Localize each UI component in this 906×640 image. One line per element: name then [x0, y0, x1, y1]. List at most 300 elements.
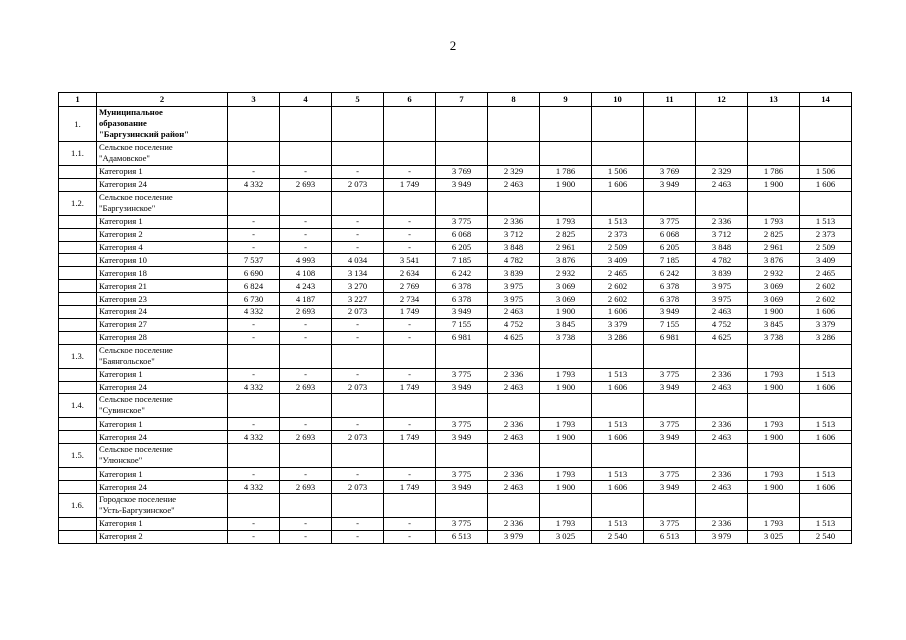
- value-cell: 2 373: [800, 228, 852, 241]
- value-cell: 3 069: [540, 293, 592, 306]
- table-header-row: [59, 93, 852, 107]
- empty-cell: [488, 444, 540, 468]
- empty-cell: [592, 394, 644, 418]
- category-name: Категория 4: [97, 241, 228, 254]
- value-cell: 3 769: [644, 166, 696, 179]
- value-cell: 2 463: [488, 178, 540, 191]
- value-cell: 1 606: [800, 178, 852, 191]
- empty-cell: [488, 107, 540, 142]
- value-cell: 3 949: [436, 381, 488, 394]
- value-cell: 1 606: [800, 306, 852, 319]
- empty-cell: [540, 142, 592, 166]
- value-cell: 3 775: [436, 518, 488, 531]
- value-cell: 2 463: [696, 306, 748, 319]
- value-cell: [59, 530, 97, 543]
- value-cell: 3 949: [436, 481, 488, 494]
- value-cell: -: [332, 215, 384, 228]
- value-cell: 1 506: [592, 166, 644, 179]
- value-cell: 2 463: [696, 178, 748, 191]
- category-name: Категория 28: [97, 331, 228, 344]
- empty-cell: [332, 494, 384, 518]
- empty-cell: [332, 107, 384, 142]
- empty-cell: [228, 107, 280, 142]
- value-cell: 2 602: [800, 280, 852, 293]
- category-name: Категория 1: [97, 418, 228, 431]
- value-cell: 2 073: [332, 306, 384, 319]
- value-cell: 3 712: [488, 228, 540, 241]
- value-cell: 4 782: [488, 254, 540, 267]
- empty-cell: [332, 191, 384, 215]
- value-cell: [59, 241, 97, 254]
- value-cell: 3 975: [488, 293, 540, 306]
- empty-cell: [384, 444, 436, 468]
- value-cell: 3 409: [592, 254, 644, 267]
- empty-cell: [488, 142, 540, 166]
- header-cell: 3: [228, 93, 280, 107]
- value-cell: 2 073: [332, 178, 384, 191]
- value-cell: [59, 215, 97, 228]
- table-row: [59, 254, 852, 267]
- section-number: 1.2.: [59, 191, 97, 215]
- empty-cell: [280, 444, 332, 468]
- value-cell: 1 513: [800, 518, 852, 531]
- value-cell: 1 749: [384, 306, 436, 319]
- value-cell: 3 949: [644, 306, 696, 319]
- empty-cell: [228, 142, 280, 166]
- empty-cell: [280, 394, 332, 418]
- value-cell: 3 069: [748, 293, 800, 306]
- value-cell: 6 824: [228, 280, 280, 293]
- value-cell: [59, 254, 97, 267]
- section-number: 1.5.: [59, 444, 97, 468]
- value-cell: 2 463: [696, 481, 748, 494]
- value-cell: 2 463: [488, 481, 540, 494]
- value-cell: 3 775: [436, 368, 488, 381]
- value-cell: 1 793: [540, 368, 592, 381]
- empty-cell: [800, 494, 852, 518]
- value-cell: 3 286: [800, 331, 852, 344]
- value-cell: 1 606: [592, 381, 644, 394]
- empty-cell: [540, 444, 592, 468]
- value-cell: 3 775: [436, 215, 488, 228]
- value-cell: 3 845: [748, 318, 800, 331]
- value-cell: 4 332: [228, 481, 280, 494]
- category-name: Категория 24: [97, 306, 228, 319]
- section-name: [97, 107, 228, 142]
- section-row: [59, 142, 852, 166]
- header-cell: 1: [59, 93, 97, 107]
- value-cell: -: [280, 241, 332, 254]
- value-cell: 1 900: [748, 306, 800, 319]
- value-cell: 1 900: [540, 381, 592, 394]
- value-cell: 3 409: [800, 254, 852, 267]
- value-cell: -: [384, 215, 436, 228]
- value-cell: 1 513: [592, 518, 644, 531]
- value-cell: 6 378: [436, 280, 488, 293]
- value-cell: 2 463: [488, 381, 540, 394]
- value-cell: 2 825: [540, 228, 592, 241]
- value-cell: 3 975: [488, 280, 540, 293]
- value-cell: [59, 267, 97, 280]
- empty-cell: [540, 394, 592, 418]
- value-cell: [59, 228, 97, 241]
- empty-cell: [228, 344, 280, 368]
- value-cell: 2 463: [696, 431, 748, 444]
- value-cell: -: [332, 368, 384, 381]
- empty-cell: [228, 444, 280, 468]
- value-cell: 1 606: [592, 481, 644, 494]
- value-cell: 7 185: [436, 254, 488, 267]
- value-cell: 1 900: [748, 431, 800, 444]
- value-cell: 6 205: [644, 241, 696, 254]
- value-cell: 3 379: [592, 318, 644, 331]
- value-cell: 2 336: [696, 418, 748, 431]
- category-name: Категория 1: [97, 468, 228, 481]
- value-cell: 1 606: [800, 381, 852, 394]
- value-cell: 4 752: [488, 318, 540, 331]
- empty-cell: [644, 344, 696, 368]
- category-name: Категория 21: [97, 280, 228, 293]
- value-cell: 2 336: [488, 418, 540, 431]
- value-cell: 2 073: [332, 431, 384, 444]
- table-row: [59, 241, 852, 254]
- table-row: [59, 178, 852, 191]
- value-cell: 6 068: [436, 228, 488, 241]
- value-cell: -: [228, 518, 280, 531]
- category-name: Категория 1: [97, 518, 228, 531]
- empty-cell: [540, 344, 592, 368]
- value-cell: [59, 381, 97, 394]
- value-cell: -: [384, 368, 436, 381]
- value-cell: 3 848: [696, 241, 748, 254]
- section-name: [97, 191, 228, 215]
- value-cell: 1 793: [540, 468, 592, 481]
- empty-cell: [800, 191, 852, 215]
- empty-cell: [644, 394, 696, 418]
- value-cell: [59, 293, 97, 306]
- value-cell: -: [384, 518, 436, 531]
- empty-cell: [228, 494, 280, 518]
- empty-cell: [436, 494, 488, 518]
- section-name-line: "Адамовское": [99, 153, 150, 163]
- header-cell: 13: [748, 93, 800, 107]
- value-cell: [59, 318, 97, 331]
- empty-cell: [644, 444, 696, 468]
- value-cell: 4 332: [228, 178, 280, 191]
- section-row: [59, 444, 852, 468]
- table-row: [59, 318, 852, 331]
- empty-cell: [696, 494, 748, 518]
- page-number: 2: [449, 38, 457, 53]
- empty-cell: [644, 494, 696, 518]
- value-cell: 2 693: [280, 381, 332, 394]
- value-cell: -: [332, 331, 384, 344]
- value-cell: -: [280, 368, 332, 381]
- value-cell: 6 242: [436, 267, 488, 280]
- category-name: Категория 1: [97, 368, 228, 381]
- value-cell: 1 749: [384, 431, 436, 444]
- empty-cell: [592, 494, 644, 518]
- value-cell: 1 793: [540, 518, 592, 531]
- empty-cell: [696, 142, 748, 166]
- value-cell: [59, 418, 97, 431]
- category-name: Категория 18: [97, 267, 228, 280]
- value-cell: 6 205: [436, 241, 488, 254]
- value-cell: [59, 431, 97, 444]
- section-number: 1.4.: [59, 394, 97, 418]
- value-cell: 1 749: [384, 481, 436, 494]
- value-cell: 3 839: [696, 267, 748, 280]
- value-cell: 3 775: [644, 215, 696, 228]
- empty-cell: [696, 444, 748, 468]
- value-cell: 3 876: [540, 254, 592, 267]
- empty-cell: [748, 142, 800, 166]
- value-cell: 3 845: [540, 318, 592, 331]
- value-cell: [59, 481, 97, 494]
- value-cell: 1 786: [748, 166, 800, 179]
- value-cell: 1 513: [592, 368, 644, 381]
- value-cell: 2 465: [800, 267, 852, 280]
- value-cell: 3 949: [644, 431, 696, 444]
- value-cell: 4 625: [696, 331, 748, 344]
- value-cell: -: [332, 530, 384, 543]
- value-cell: 7 537: [228, 254, 280, 267]
- empty-cell: [332, 444, 384, 468]
- header-cell: 9: [540, 93, 592, 107]
- value-cell: 2 602: [800, 293, 852, 306]
- empty-cell: [488, 394, 540, 418]
- value-cell: -: [228, 368, 280, 381]
- empty-cell: [280, 344, 332, 368]
- value-cell: 1 506: [800, 166, 852, 179]
- empty-cell: [384, 191, 436, 215]
- value-cell: -: [384, 241, 436, 254]
- empty-cell: [540, 191, 592, 215]
- value-cell: 3 069: [540, 280, 592, 293]
- section-name-line: Сельское поселение: [99, 142, 173, 152]
- value-cell: 1 900: [540, 178, 592, 191]
- value-cell: 1 793: [748, 215, 800, 228]
- section-row: [59, 494, 852, 518]
- value-cell: 3 286: [592, 331, 644, 344]
- value-cell: 1 606: [800, 431, 852, 444]
- value-cell: 3 025: [748, 530, 800, 543]
- value-cell: 6 242: [644, 267, 696, 280]
- category-name: Категория 2: [97, 530, 228, 543]
- value-cell: -: [332, 241, 384, 254]
- section-name: [97, 344, 228, 368]
- value-cell: 2 336: [696, 215, 748, 228]
- table-row: [59, 267, 852, 280]
- value-cell: 3 979: [488, 530, 540, 543]
- empty-cell: [592, 191, 644, 215]
- value-cell: 1 606: [592, 431, 644, 444]
- value-cell: -: [280, 228, 332, 241]
- empty-cell: [384, 494, 436, 518]
- value-cell: 1 749: [384, 381, 436, 394]
- header-cell: 10: [592, 93, 644, 107]
- empty-cell: [384, 344, 436, 368]
- table-row: [59, 166, 852, 179]
- value-cell: 3 069: [748, 280, 800, 293]
- empty-cell: [488, 191, 540, 215]
- empty-cell: [696, 191, 748, 215]
- value-cell: 1 513: [800, 368, 852, 381]
- value-cell: 3 848: [488, 241, 540, 254]
- value-cell: 2 509: [800, 241, 852, 254]
- section-name: [97, 494, 228, 518]
- value-cell: 2 961: [748, 241, 800, 254]
- table-row: [59, 518, 852, 531]
- value-cell: 3 738: [540, 331, 592, 344]
- value-cell: 2 602: [592, 280, 644, 293]
- empty-cell: [800, 142, 852, 166]
- value-cell: 3 975: [696, 293, 748, 306]
- section-name-line: образование: [99, 118, 147, 128]
- section-row: [59, 191, 852, 215]
- value-cell: -: [228, 331, 280, 344]
- empty-cell: [644, 191, 696, 215]
- value-cell: 3 025: [540, 530, 592, 543]
- value-cell: -: [228, 468, 280, 481]
- value-cell: 2 336: [488, 368, 540, 381]
- value-cell: 3 775: [436, 418, 488, 431]
- value-cell: 3 738: [748, 331, 800, 344]
- empty-cell: [384, 394, 436, 418]
- empty-cell: [436, 344, 488, 368]
- empty-cell: [280, 107, 332, 142]
- value-cell: 4 243: [280, 280, 332, 293]
- value-cell: -: [228, 228, 280, 241]
- value-cell: -: [384, 228, 436, 241]
- value-cell: 1 793: [748, 518, 800, 531]
- value-cell: 4 187: [280, 293, 332, 306]
- value-cell: 3 775: [644, 468, 696, 481]
- value-cell: 6 513: [644, 530, 696, 543]
- empty-cell: [332, 142, 384, 166]
- empty-cell: [436, 444, 488, 468]
- value-cell: 7 155: [436, 318, 488, 331]
- empty-cell: [592, 344, 644, 368]
- section-name-line: "Сувинское": [99, 405, 145, 416]
- value-cell: 4 752: [696, 318, 748, 331]
- value-cell: 7 155: [644, 318, 696, 331]
- value-cell: 3 949: [436, 431, 488, 444]
- section-name: [97, 444, 228, 468]
- value-cell: 1 513: [800, 418, 852, 431]
- value-cell: 3 775: [436, 468, 488, 481]
- value-cell: 3 949: [644, 178, 696, 191]
- value-cell: 3 876: [748, 254, 800, 267]
- section-row: [59, 107, 852, 142]
- value-cell: 2 825: [748, 228, 800, 241]
- value-cell: 6 981: [436, 331, 488, 344]
- section-number: 1.1.: [59, 142, 97, 166]
- value-cell: 4 993: [280, 254, 332, 267]
- empty-cell: [436, 394, 488, 418]
- value-cell: -: [384, 418, 436, 431]
- value-cell: -: [228, 530, 280, 543]
- value-cell: 1 793: [748, 418, 800, 431]
- value-cell: 2 373: [592, 228, 644, 241]
- value-cell: 4 034: [332, 254, 384, 267]
- section-name: [97, 394, 228, 418]
- value-cell: -: [228, 318, 280, 331]
- tariff-table: [58, 92, 852, 544]
- value-cell: -: [280, 166, 332, 179]
- empty-cell: [592, 142, 644, 166]
- value-cell: 2 540: [800, 530, 852, 543]
- value-cell: -: [280, 518, 332, 531]
- empty-cell: [488, 494, 540, 518]
- value-cell: -: [332, 468, 384, 481]
- value-cell: 2 540: [592, 530, 644, 543]
- empty-cell: [280, 142, 332, 166]
- section-name-line: "Баянгольское": [99, 355, 155, 366]
- value-cell: 2 336: [488, 518, 540, 531]
- value-cell: -: [228, 418, 280, 431]
- value-cell: -: [280, 318, 332, 331]
- section-row: [59, 394, 852, 418]
- category-name: Категория 23: [97, 293, 228, 306]
- table-row: [59, 481, 852, 494]
- value-cell: 1 606: [800, 481, 852, 494]
- table-row: [59, 228, 852, 241]
- value-cell: 2 463: [488, 431, 540, 444]
- header-cell: 5: [332, 93, 384, 107]
- value-cell: 4 782: [696, 254, 748, 267]
- section-name: [97, 142, 228, 166]
- value-cell: -: [384, 166, 436, 179]
- table-row: [59, 381, 852, 394]
- empty-cell: [540, 494, 592, 518]
- value-cell: 2 932: [540, 267, 592, 280]
- category-name: Категория 24: [97, 431, 228, 444]
- value-cell: 1 513: [800, 468, 852, 481]
- value-cell: 1 793: [748, 368, 800, 381]
- value-cell: 6 730: [228, 293, 280, 306]
- value-cell: 1 900: [748, 178, 800, 191]
- value-cell: 1 786: [540, 166, 592, 179]
- value-cell: 6 378: [644, 293, 696, 306]
- value-cell: 2 336: [696, 518, 748, 531]
- empty-cell: [748, 107, 800, 142]
- value-cell: 3 134: [332, 267, 384, 280]
- value-cell: 2 932: [748, 267, 800, 280]
- value-cell: 3 775: [644, 518, 696, 531]
- value-cell: 3 839: [488, 267, 540, 280]
- empty-cell: [696, 107, 748, 142]
- value-cell: -: [280, 530, 332, 543]
- empty-cell: [228, 191, 280, 215]
- empty-cell: [488, 344, 540, 368]
- value-cell: 3 379: [800, 318, 852, 331]
- value-cell: 1 749: [384, 178, 436, 191]
- value-cell: 1 900: [748, 481, 800, 494]
- category-name: Категория 27: [97, 318, 228, 331]
- value-cell: -: [384, 530, 436, 543]
- value-cell: 2 769: [384, 280, 436, 293]
- header-cell: 8: [488, 93, 540, 107]
- empty-cell: [332, 394, 384, 418]
- header-cell: 2: [97, 93, 228, 107]
- section-name-line: "Баргузинский район": [99, 129, 189, 139]
- section-name-line: "Баргузинское": [99, 202, 156, 213]
- value-cell: 6 378: [644, 280, 696, 293]
- empty-cell: [280, 494, 332, 518]
- value-cell: 2 693: [280, 481, 332, 494]
- category-name: Категория 24: [97, 178, 228, 191]
